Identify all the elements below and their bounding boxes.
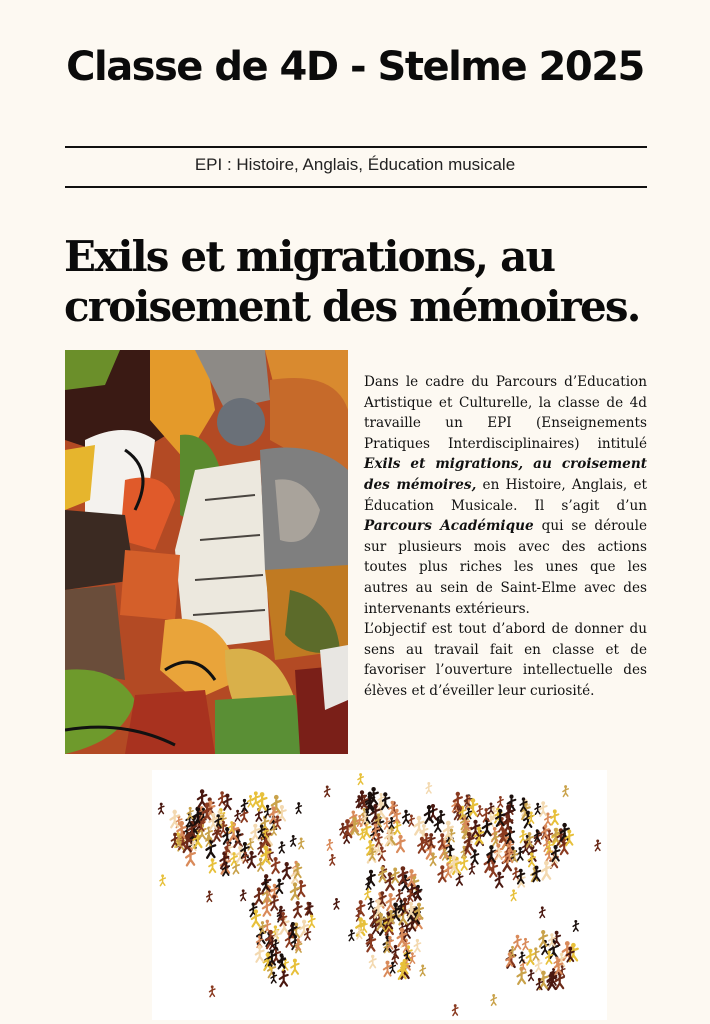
paragraph-2: L’objectif est tout d’abord de donner du sens au travail fait en classe et de favoriser l’ouverture intellectuelle des élèves et d’éveiller leur curiosité. xyxy=(364,621,647,699)
subtitle-epi: EPI : Histoire, Anglais, Éducation musicale xyxy=(194,155,516,174)
divider-bottom xyxy=(65,186,647,188)
article-headline xyxy=(64,232,674,332)
world-map-image xyxy=(152,770,607,1020)
divider-top xyxy=(65,146,647,148)
article-body xyxy=(364,372,647,702)
collage-image xyxy=(65,350,348,754)
headline-line-1: Exils et migrations, au xyxy=(64,232,555,281)
page-title: Classe de 4D - Stelme 2025 xyxy=(66,44,644,90)
headline-line-2: croisement des mémoires. xyxy=(64,282,640,331)
paragraph-1: Dans le cadre du Parcours d’Education Artistique et Culturelle, la classe de 4d travaille un EPI (Enseignements Pratiques Interdisciplinaires) intitulé Exils et migrations, au croisement des mémoires, en Histoire, Anglais, et Éducation Musicale. Il s’agit d’un Parcours Académique qui se déroule sur plusieurs mois avec des actions toutes plus riches les unes que les autres au sein de Saint-Elme avec des intervenants extérieurs. xyxy=(364,374,647,617)
